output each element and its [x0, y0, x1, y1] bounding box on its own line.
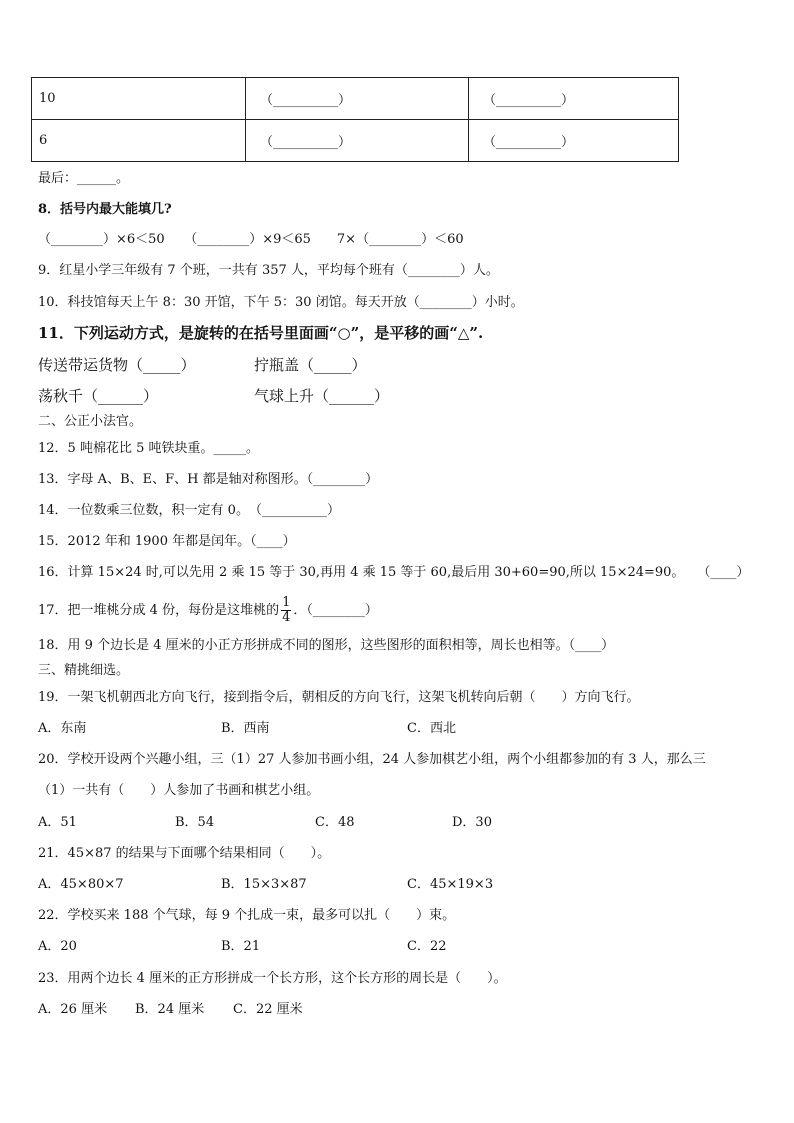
question-8-title: 8．括号内最大能填几? [38, 202, 172, 217]
answer-blank[interactable]: （__________） [469, 120, 679, 162]
option[interactable]: C．45×19×3 [407, 877, 494, 892]
question-11-item[interactable]: 气球上升（______） [254, 387, 390, 405]
table-cell: 6 [32, 120, 246, 162]
answer-blank[interactable]: （__________） [246, 120, 469, 162]
answer-blank[interactable]: （__________） [246, 78, 469, 120]
option[interactable]: A．26 厘米 [38, 1002, 108, 1017]
section-2-heading: 二、公正小法官。 [38, 414, 143, 429]
question-14[interactable]: 14．一位数乘三位数，积一定有 0。 （__________） [38, 503, 340, 518]
fraction [281, 596, 291, 625]
option[interactable]: C．22 [407, 939, 447, 954]
table-cell: 10 [32, 78, 246, 120]
option[interactable]: C．22 厘米 [233, 1002, 303, 1017]
question-20: 20．学校开设两个兴趣小组，三（1）27 人参加书画小组，24 人参加棋艺小组，两个小组都参加的有 3 人，那么三 [38, 752, 706, 767]
question-15[interactable]: 15．2012 年和 1900 年都是闰年。（____） [38, 534, 296, 549]
option[interactable]: D．30 [452, 815, 492, 830]
question-8-body[interactable]: （________）×6＜50 （________）×9＜65 7×（________）＜60 [38, 232, 464, 247]
answer-table [31, 77, 679, 162]
question-16[interactable]: 16．计算 15×24 时,可以先用 2 乘 15 等于 30,再用 4 乘 15 等于 60,最后用 30+60=90,所以 15×24=90。 （____） [38, 565, 750, 580]
option[interactable]: B．西南 [221, 721, 270, 736]
answer-blank[interactable]: （__________） [469, 78, 679, 120]
question-11-item[interactable]: 传送带运货物（_____） [38, 356, 196, 374]
question-17[interactable] [38, 596, 378, 625]
question-11-title: 11．下列运动方式，是旋转的在括号里面画“○”，是平移的画“△”. [38, 324, 484, 342]
option[interactable]: C．西北 [407, 721, 456, 736]
option[interactable]: C．48 [315, 815, 355, 830]
option[interactable]: B．15×3×87 [221, 877, 307, 892]
option[interactable]: B．54 [175, 815, 215, 830]
option[interactable]: A．45×80×7 [38, 877, 124, 892]
fraction-numerator: 1 [282, 595, 291, 610]
question-17-text: 17．把一堆桃分成 4 份，每份是这堆桃的 [38, 603, 280, 618]
question-22: 22．学校买来 188 个气球，每 9 个扎成一束，最多可以扎（ ）束。 [38, 908, 456, 923]
question-11-item[interactable]: 荡秋千（______） [38, 387, 159, 405]
table-row [32, 78, 679, 120]
option[interactable]: B．21 [221, 939, 261, 954]
question-19: 19．一架飞机朝西北方向飞行，接到指令后，朝相反的方向飞行，这架飞机转向后朝（ ）方向飞行。 [38, 690, 640, 705]
question-17-blank[interactable]: ．（________） [293, 603, 378, 618]
fraction-denominator: 4 [282, 610, 291, 625]
question-18[interactable]: 18．用 9 个边长是 4 厘米的小正方形拼成不同的图形，这些图形的面积相等，周长也相等。（____） [38, 638, 615, 653]
last-line: 最后：______。 [38, 171, 130, 186]
question-11-item[interactable]: 拧瓶盖（_____） [254, 356, 367, 374]
question-21: 21．45×87 的结果与下面哪个结果相同（ ）。 [38, 846, 331, 861]
question-23: 23．用两个边长 4 厘米的正方形拼成一个长方形，这个长方形的周长是（ ）。 [38, 971, 507, 986]
section-3-heading: 三、精挑细选。 [38, 663, 130, 678]
question-10[interactable]: 10．科技馆每天上午 8：30 开馆，下午 5：30 闭馆。每天开放（________）小时。 [38, 295, 524, 310]
table-row [32, 120, 679, 162]
question-9[interactable]: 9．红星小学三年级有 7 个班，一共有 357 人，平均每个班有（________）人。 [38, 263, 499, 278]
question-12[interactable]: 12．5 吨棉花比 5 吨铁块重。_____。 [38, 441, 259, 456]
option[interactable]: A．20 [38, 939, 77, 954]
question-20-cont: （1）一共有（ ）人参加了书画和棋艺小组。 [38, 783, 320, 798]
option[interactable]: A．51 [38, 815, 77, 830]
option[interactable]: A．东南 [38, 721, 87, 736]
option[interactable]: B．24 厘米 [135, 1002, 205, 1017]
question-13[interactable]: 13．字母 A、B、E、F、H 都是轴对称图形。（________） [38, 472, 379, 487]
